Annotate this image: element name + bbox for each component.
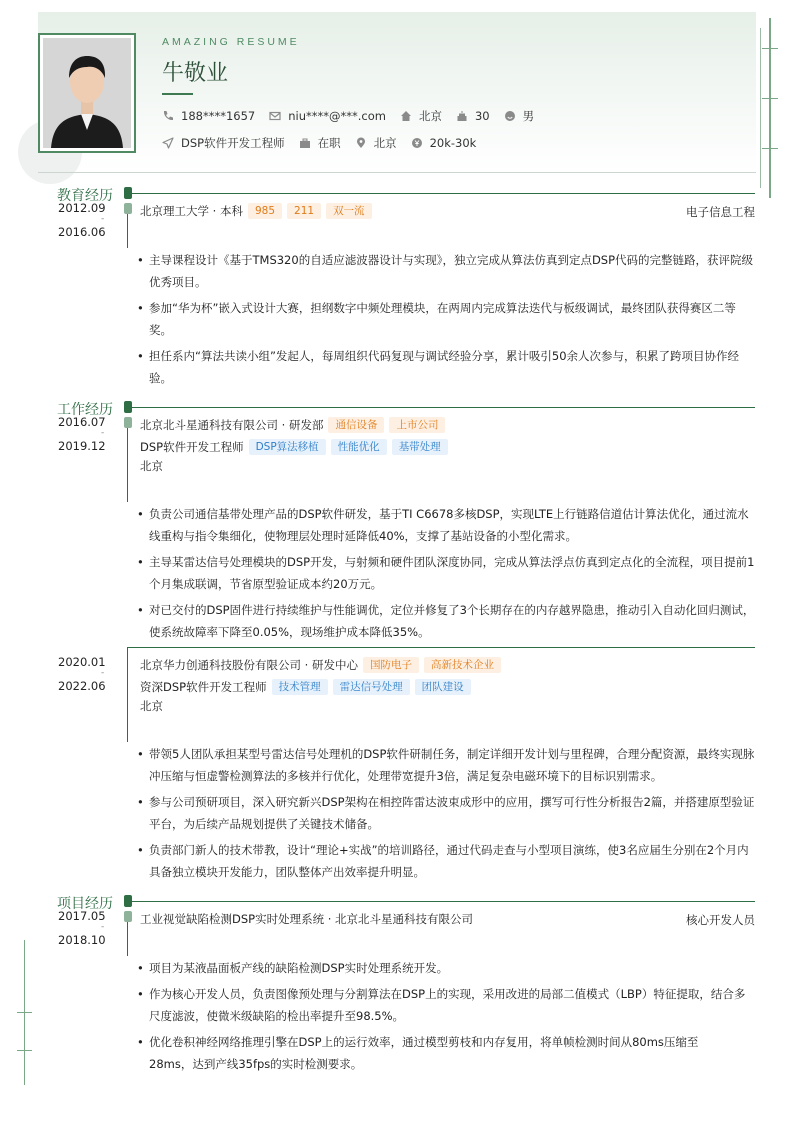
age-text: 30	[474, 109, 490, 123]
job-item	[162, 135, 285, 151]
work-bullet: • 对已交付的DSP固件进行持续维护与性能调优，定位并修复了3个长期存在的内存越界隐患，推动引入自动化回归测试，使系统故障率下降至0.05%，现场维护成本降低35%。	[137, 599, 755, 643]
job-intent-row	[162, 135, 490, 151]
name-underline	[162, 93, 193, 95]
work-bullet: • 参与公司预研项目，深入研究新兴DSP架构在相控阵雷达波束成形中的应用，撰写可行性分析报告2篇，并搭建原型验证平台，为后续产品规划提供了关键技术储备。	[137, 791, 755, 835]
briefcase-icon	[299, 137, 311, 149]
skill-tag: 技术管理	[272, 679, 328, 695]
profile-photo	[43, 38, 131, 148]
skill-tag: 性能优化	[331, 439, 387, 455]
timeline-line	[127, 428, 128, 502]
right-rail-decoration-2	[769, 18, 771, 198]
home-icon	[400, 110, 412, 122]
target-city-text: 北京	[373, 136, 397, 150]
date-separator: -	[101, 922, 105, 932]
send-icon	[162, 137, 174, 149]
section-marker	[124, 401, 132, 413]
work-city: 北京	[140, 459, 163, 473]
project-end-date: 2018.10	[58, 933, 106, 947]
work-city: 北京	[140, 699, 163, 713]
work-company-row	[140, 657, 501, 673]
project-bullet: • 作为核心开发人员，负责图像预处理与分割算法在DSP上的实现，采用改进的局部二值模式（LBP）特征提取，结合多尺度滤波，使微米级缺陷的检出率提升至98.5%。	[137, 983, 755, 1027]
money-icon	[411, 137, 423, 149]
school-tag: 211	[287, 203, 321, 219]
section-marker	[124, 895, 132, 907]
left-rail-tick	[17, 1050, 32, 1051]
education-bullet: • 参加“华为杯”嵌入式设计大赛，担纲数字中频处理模块，在两周内完成算法迭代与板级调试，最终团队获得赛区二等奖。	[137, 297, 755, 341]
company-name: 北京华力创通科技股份有限公司 · 研发中心	[140, 658, 358, 672]
school-name: 北京理工大学 · 本科	[140, 204, 243, 218]
contact-row	[162, 108, 548, 124]
section-marker	[124, 187, 132, 199]
phone-icon	[162, 110, 174, 122]
work-start-date: 2016.07	[58, 415, 106, 429]
section-divider	[132, 193, 755, 194]
date-separator: -	[101, 668, 105, 678]
project-role: 核心开发人员	[686, 913, 755, 927]
location-pin-icon	[355, 137, 367, 149]
entry-marker	[124, 911, 132, 922]
left-rail-tick	[17, 1012, 32, 1013]
school-tag: 985	[248, 203, 282, 219]
work-title-row	[140, 679, 471, 695]
gender-item	[504, 108, 535, 124]
project-bullet: • 项目为某液晶面板产线的缺陷检测DSP实时处理系统开发。	[137, 957, 755, 979]
school-tag: 双一流	[326, 203, 372, 219]
person-portrait-icon	[43, 38, 131, 148]
age-item	[456, 109, 490, 123]
entry-divider	[127, 647, 755, 648]
education-major: 电子信息工程	[686, 205, 755, 219]
work-bullet: • 负责公司通信基带处理产品的DSP软件研发，基于TI C6678多核DSP，实现LTE上行链路信道估计算法优化，通过流水线重构与指令集细化，使物理层处理时延降低40%，支撑了基站设备的小型化需求。	[137, 503, 755, 547]
cake-icon	[456, 110, 468, 122]
candidate-name: 牛敬业	[162, 61, 229, 86]
skill-tag: 基带处理	[392, 439, 448, 455]
target-city-item	[355, 135, 397, 151]
education-start-date: 2012.09	[58, 201, 106, 215]
work-title-row	[140, 439, 448, 455]
date-separator: -	[101, 214, 105, 224]
email-icon	[269, 110, 281, 122]
skill-tag: 雷达信号处理	[333, 679, 410, 695]
status-item	[299, 135, 341, 151]
job-title: 资深DSP软件开发工程师	[140, 680, 267, 694]
salary-text: 20k-30k	[429, 136, 477, 150]
education-end-date: 2016.06	[58, 225, 106, 239]
job-title: DSP软件开发工程师	[140, 440, 244, 454]
education-bullet: • 主导课程设计《基于TMS320的自适应滤波器设计与实现》，独立完成从算法仿真到定点DSP代码的完整链路，获评院级优秀项目。	[137, 249, 755, 293]
company-tag: 高新技术企业	[424, 657, 501, 673]
timeline-line	[127, 922, 128, 956]
smiley-icon	[504, 110, 516, 122]
entry-marker	[124, 203, 132, 214]
section-divider	[132, 901, 755, 902]
skill-tag: DSP算法移植	[249, 439, 326, 455]
project-bullet: • 优化卷积神经网络推理引擎在DSP上的运行效率，通过模型剪枝和内存复用，将单帧检测时间从80ms压缩至28ms，达到产线35fps的实时检测要求。	[137, 1031, 755, 1075]
work-start-date: 2020.01	[58, 655, 106, 669]
right-rail-tick	[762, 148, 778, 149]
gender-text: 男	[522, 109, 535, 123]
email-text: niu****@***.com	[288, 109, 386, 123]
timeline-line	[127, 647, 128, 742]
work-section-title: 工作经历	[57, 401, 113, 417]
education-section-title: 教育经历	[57, 187, 113, 203]
location-item	[400, 108, 442, 124]
right-rail-tick	[762, 98, 778, 99]
section-divider	[132, 407, 755, 408]
project-section-title: 项目经历	[57, 895, 113, 911]
work-end-date: 2019.12	[58, 439, 106, 453]
company-tag: 上市公司	[389, 417, 445, 433]
resume-overline: AMAZING RESUME	[162, 36, 300, 48]
work-end-date: 2022.06	[58, 679, 106, 693]
profile-photo-frame	[38, 33, 136, 153]
right-rail-decoration	[760, 28, 761, 188]
phone-text: 188****1657	[181, 109, 256, 123]
company-name: 北京北斗星通科技有限公司 · 研发部	[140, 418, 324, 432]
work-bullet: • 主导某雷达信号处理模块的DSP开发，与射频和硬件团队深度协同，完成从算法浮点仿真到定点化的全流程，项目提前1个月集成联调，节省原型验证成本约20万元。	[137, 551, 755, 595]
work-bullet: • 带领5人团队承担某型号雷达信号处理机的DSP软件研制任务，制定详细开发计划与里程碑，合理分配资源，最终实现脉冲压缩与恒虚警检测算法的多核并行优化，处理带宽提升3倍，满足复杂电磁环境下的目标识别需求。	[137, 743, 755, 787]
timeline-line	[127, 214, 128, 248]
email-item	[269, 109, 386, 123]
skill-tag: 团队建设	[415, 679, 471, 695]
work-bullet: • 负责部门新人的技术带教，设计“理论+实战”的培训路径，通过代码走查与小型项目演练，使3名应届生分别在2个月内具备独立模块开发能力，团队整体产出效率提升明显。	[137, 839, 755, 883]
right-rail-tick	[762, 48, 778, 49]
company-tag: 通信设备	[328, 417, 384, 433]
education-school-row	[140, 203, 372, 219]
company-tag: 国防电子	[363, 657, 419, 673]
education-bullet: • 担任系内“算法共读小组”发起人，每周组织代码复现与调试经验分享，累计吸引50余人次参与，积累了跨项目协作经验。	[137, 345, 755, 389]
entry-marker	[124, 417, 132, 428]
project-name: 工业视觉缺陷检测DSP实时处理系统 · 北京北斗星通科技有限公司	[140, 912, 474, 926]
work-company-row	[140, 417, 445, 433]
location-text: 北京	[418, 109, 442, 123]
date-separator: -	[101, 428, 105, 438]
phone-item	[162, 109, 255, 123]
header-divider	[38, 172, 756, 173]
project-start-date: 2017.05	[58, 909, 106, 923]
job-text: DSP软件开发工程师	[181, 136, 285, 150]
status-text: 在职	[317, 136, 341, 150]
salary-item	[411, 136, 477, 150]
